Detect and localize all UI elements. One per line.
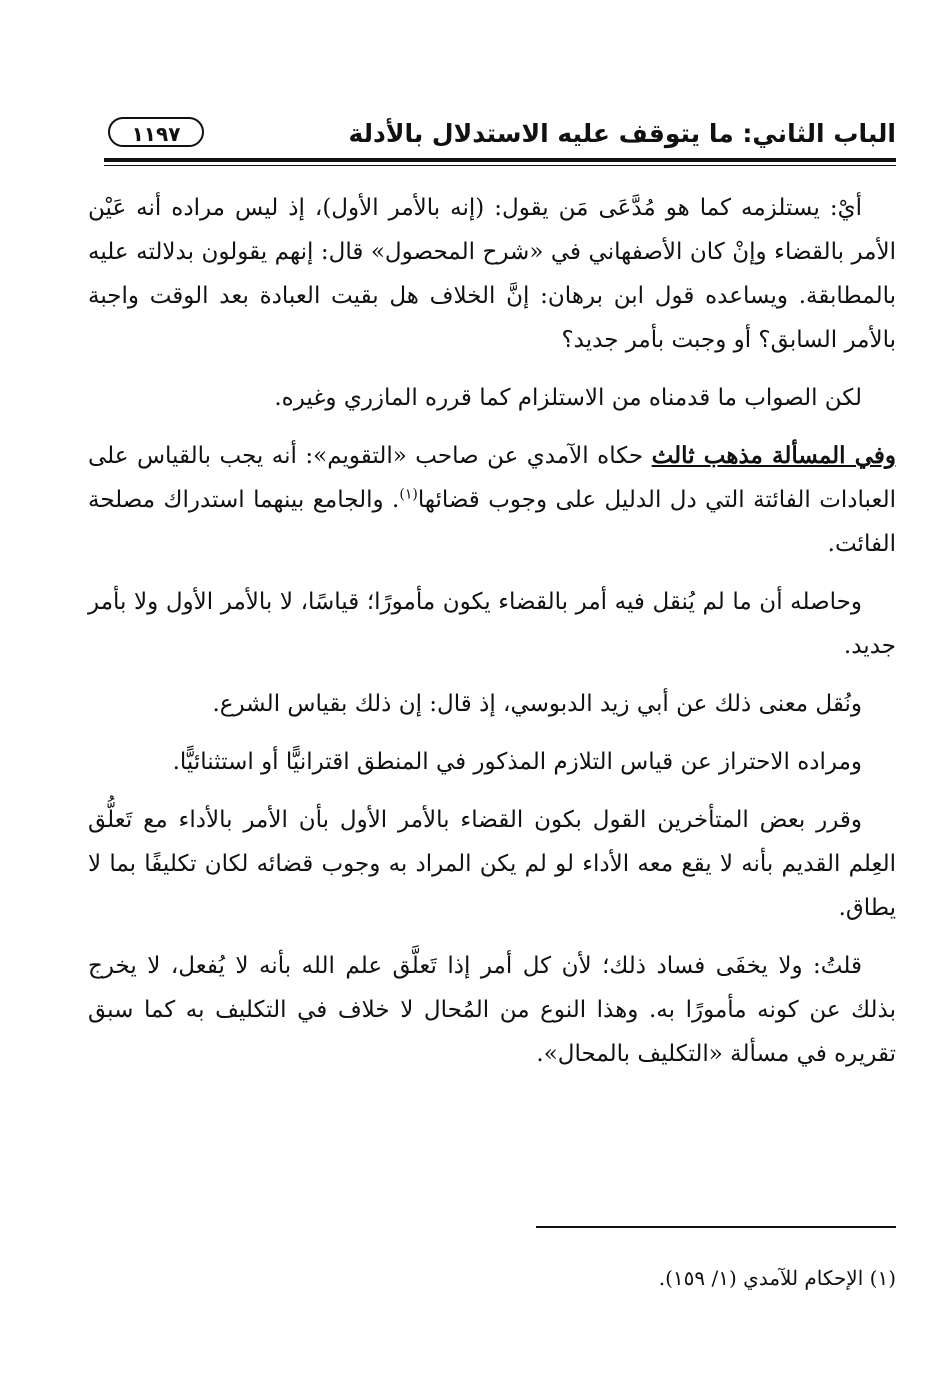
footnote-reference[interactable]: (١) <box>399 486 418 503</box>
paragraph-3 <box>88 434 896 566</box>
paragraph-1: أيْ: يستلزمه كما هو مُدَّعَى مَن يقول: (إنه بالأمر الأول)، إذ ليس مراده أنه عَيْن الأمر بالقضاء وإنْ كان الأصفهاني في «شرح المحصول» قال: إنهم يقولون بدلالته عليه بالمطابقة. ويساعده قول ابن برهان: إنَّ الخلاف هل بقيت العبادة بعد الوقت واجبة بالأمر السابق؟ أو وجبت بأمر جديد؟ <box>88 195 896 353</box>
header-rule-thick <box>104 158 896 162</box>
page-header <box>88 112 896 156</box>
paragraph-7: وقرر بعض المتأخرين القول بكون القضاء بالأمر الأول بأن الأمر بالأداء مع تَعلُّق العِلم القديم بأنه لا يقع معه الأداء لو لم يكن المراد به وجوب قضائه لكان تكليفًا بما لا يطاق. <box>88 807 896 921</box>
page-number: ١١٩٧ <box>108 117 204 147</box>
paragraph-6: ومراده الاحتراز عن قياس التلازم المذكور في المنطق اقترانيًّا أو استثنائيًّا. <box>172 749 862 775</box>
paragraph-3-text: حكاه الآمدي عن صاحب «التقويم»: أنه يجب بالقياس على العبادات الفائتة التي دل الدليل على وجوب قضائها <box>88 443 896 513</box>
running-title: الباب الثاني: ما يتوقف عليه الاستدلال بالأدلة <box>348 119 896 148</box>
paragraph-5: ونُقل معنى ذلك عن أبي زيد الدبوسي، إذ قال: إن ذلك بقياس الشرع. <box>212 691 862 717</box>
footnote-separator <box>536 1226 896 1228</box>
paragraph-2: لكن الصواب ما قدمناه من الاستلزام كما قرره المازري وغيره. <box>274 385 862 411</box>
paragraph-4: وحاصله أن ما لم يُنقل فيه أمر بالقضاء يكون مأمورًا؛ قياسًا، لا بالأمر الأول ولا بأمر جديد. <box>88 589 896 659</box>
footnote: (١) الإحكام للآمدي (١/ ١٥٩). <box>658 1266 896 1290</box>
main-text <box>88 186 896 1076</box>
paragraph-3-text-end: . والجامع بينهما استدراك مصلحة الفائت. <box>88 487 896 557</box>
third-view-heading: وفي المسألة مذهب ثالث <box>651 442 896 469</box>
header-rule-thin <box>104 165 896 166</box>
paragraph-8: قلتُ: ولا يخفَى فساد ذلك؛ لأن كل أمر إذا تَعلَّق علم الله بأنه لا يُفعل، لا يخرج بذلك عن كونه مأمورًا به. وهذا النوع من المُحال لا خلاف في التكليف به كما سبق تقريره في مسألة «التكليف بالمحال». <box>88 953 896 1067</box>
